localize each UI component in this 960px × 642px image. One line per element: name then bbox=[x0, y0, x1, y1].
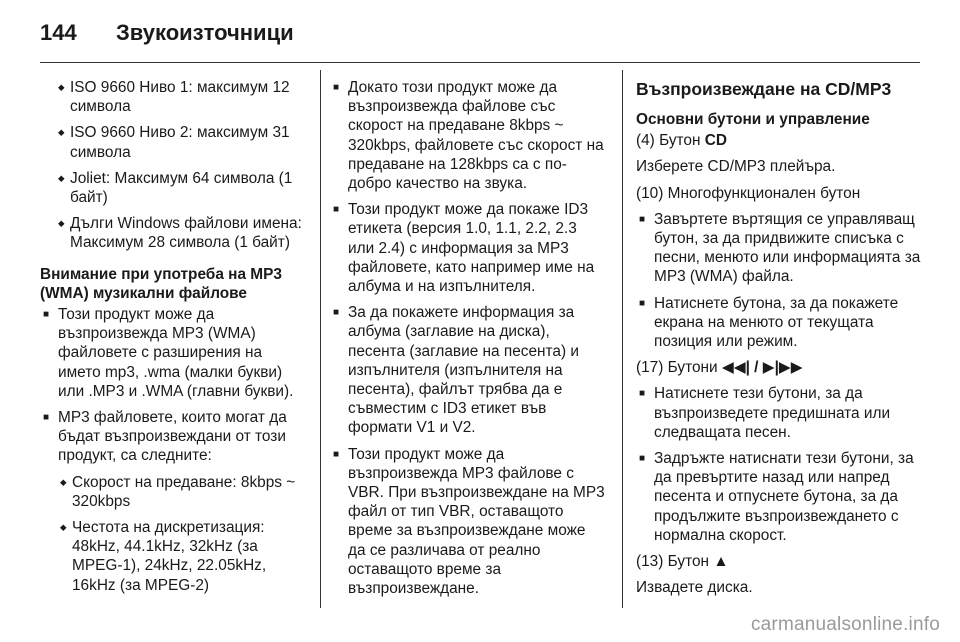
list-item: ■ MP3 файловете, които могат да бъдат възпроизвеждани от този продукт, са следните: bbox=[40, 408, 308, 466]
track-buttons-prefix: (17) Бутони bbox=[636, 359, 722, 377]
list-item: ■ Докато този продукт може да възпроизвежда файлове със скорост на предаване 8kbps ~ 320kbps, файловете със скорост на предаване на 128kbps са с по-добро качество на звука. bbox=[330, 78, 605, 193]
header-rule bbox=[40, 62, 920, 63]
paragraph: (10) Многофункционален бутон bbox=[636, 184, 861, 202]
list-item: ■ Този продукт може да възпроизвежда MP3 файлове с VBR. При възпроизвеждане на MP3 файл от тип VBR, оставащото време за възпроизвеждане може да се различава от реално оставащото време за възпроизвеждане. bbox=[330, 445, 605, 599]
column-3 bbox=[636, 78, 926, 604]
page-title: Звукоизточници bbox=[116, 20, 294, 45]
list-item: ■ Този продукт може да покаже ID3 етикета (версия 1.0, 1.1, 2.2, 2.3 или 2.4) с информация за MP3 файловете, като например име на албума и на изпълнителя. bbox=[330, 200, 605, 296]
cd-button-prefix: (4) Бутон bbox=[636, 132, 705, 150]
column-divider-2 bbox=[622, 70, 623, 608]
list-item: ◆ ISO 9660 Ниво 1: максимум 12 символа bbox=[40, 78, 308, 116]
list-item: ◆ Скорост на предаване: 8kbps ~ 320kbps bbox=[58, 473, 308, 511]
cd-button-name: CD bbox=[704, 132, 727, 150]
list-item: ◆ Дълги Windows файлови имена: Максимум 28 символа (1 байт) bbox=[40, 214, 308, 252]
list-item: ◆ Честота на дискретизация: 48kHz, 44.1kHz, 32kHz (за MPEG-1), 24kHz, 22.05kHz, 16kHz (за MPEG-2) bbox=[58, 518, 308, 595]
list-item: ◆ ISO 9660 Ниво 2: максимум 31 символа bbox=[40, 123, 308, 161]
eject-icon: ▲ bbox=[713, 553, 729, 571]
watermark: carmanualsonline.info bbox=[750, 614, 940, 635]
caution-heading: Внимание при употреба на MP3 (WMA) музикални файлове bbox=[40, 265, 282, 302]
column-2 bbox=[330, 78, 605, 605]
track-buttons-line bbox=[636, 358, 926, 377]
list-item: ■ Натиснете бутона, за да покажете екрана на менюто от текущата позиция или режим. bbox=[636, 294, 926, 352]
skip-icons: ◀◀| / ▶|▶▶ bbox=[721, 359, 803, 377]
nested-list bbox=[58, 473, 308, 595]
section-title: Възпроизвеждане на CD/MP3 bbox=[636, 79, 892, 99]
list-item: ■ Задръжте натиснати тези бутони, за да превъртите назад или напред песента и отпуснете бутона, за да продължите възпроизвеждането с нормална скорост. bbox=[636, 449, 926, 545]
column-1 bbox=[40, 78, 308, 602]
paragraph: Извадете диска. bbox=[636, 579, 753, 597]
section-subtitle: Основни бутони и управление bbox=[636, 111, 870, 128]
page-header bbox=[40, 20, 294, 50]
paragraph: Изберете CD/MP3 плейъра. bbox=[636, 158, 836, 176]
eject-button-line bbox=[636, 552, 926, 571]
list-item: ■ Натиснете тези бутони, за да възпроизведете предишната или следващата песен. bbox=[636, 384, 926, 442]
list-item: ■ Завъртете въртящия се управляващ бутон, за да придвижите списъка с песни, менюто или информацията за MP3 (WMA) файла. bbox=[636, 210, 926, 287]
list-item: ◆ Joliet: Максимум 64 символа (1 байт) bbox=[40, 169, 308, 207]
page-number: 144 bbox=[40, 20, 77, 45]
column-divider-1 bbox=[320, 70, 321, 608]
list-item: ■ Този продукт може да възпроизвежда MP3 (WMA) файловете с разширения на името mp3, .wma (малки букви) или .MP3 и .WMA (главни букви). bbox=[40, 305, 308, 401]
list-item: ■ За да покажете информация за албума (заглавие на диска), песента (заглавие на песента) и изпълнителя (изпълнителя на песента), файлът трябва да е съвместим с ID3 етикет във формати V1 и V2. bbox=[330, 303, 605, 437]
cd-button-line bbox=[636, 131, 926, 150]
eject-button-prefix: (13) Бутон bbox=[636, 553, 714, 571]
